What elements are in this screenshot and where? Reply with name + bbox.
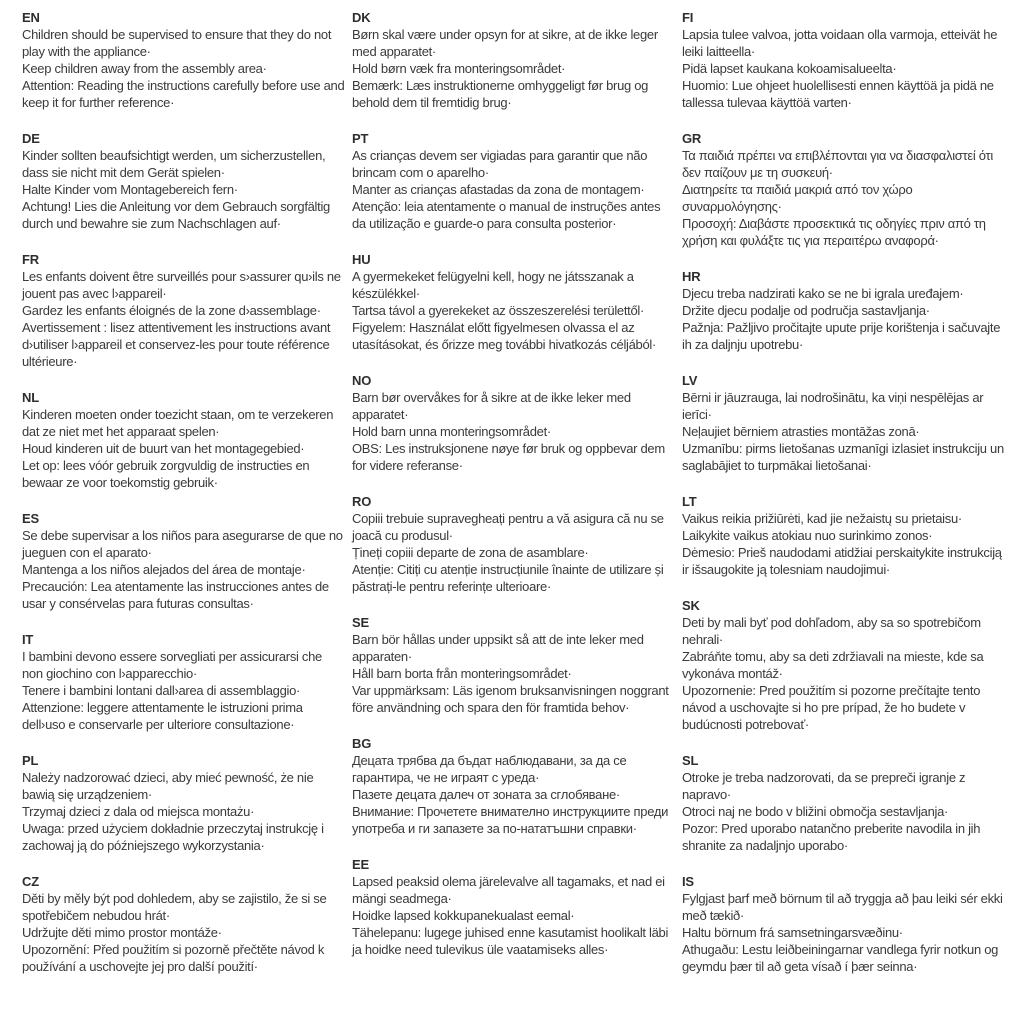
language-code: EE — [352, 857, 369, 872]
column-left — [22, 9, 346, 994]
instruction-sentence: Houd kinderen uit de buurt van het montagegebied· — [22, 441, 305, 456]
instruction-sentence: Haltu börnum frá samsetningarsvæðinu· — [682, 925, 903, 940]
column-middle — [352, 9, 676, 994]
language-section-nl — [22, 389, 346, 491]
instruction-sentence: Trzymaj dzieci z dala od miejsca montażu· — [22, 804, 255, 819]
language-code: CZ — [22, 874, 39, 889]
instruction-sentence: Laikykite vaikus atokiau nuo surinkimo zonos· — [682, 528, 933, 543]
instruction-sentence: Пазете децата далеч от зоната за сглобяване· — [352, 787, 620, 802]
language-section-se — [352, 614, 676, 716]
language-section-gr — [682, 130, 1006, 249]
instruction-sentence: Lapsia tulee valvoa, jotta voidaan olla varmoja, etteivät he leiki laitteella· — [682, 27, 998, 59]
instruction-sentence: Kinder sollten beaufsichtigt werden, um sicherzustellen, dass sie nicht mit dem Gerät spielen· — [22, 148, 326, 180]
language-code: IS — [682, 874, 694, 889]
instruction-sentence: Precaución: Lea atentamente las instrucciones antes de usar y consérvelas para futuras consultas· — [22, 579, 329, 611]
instruction-sentence: Manter as crianças afastadas da zona de montagem· — [352, 182, 645, 197]
instruction-sentence: Copiii trebuie supravegheați pentru a vă asigura că nu se joacă cu produsul· — [352, 511, 664, 543]
instruction-sentence: Zabráňte tomu, aby sa deti zdržiavali na mieste, kde sa vykonáva montáž· — [682, 649, 984, 681]
instruction-sentence: Attenzione: leggere attentamente le istruzioni prima dell›uso e conservarle per ulteriore consultazione· — [22, 700, 303, 732]
language-section-sl — [682, 752, 1006, 854]
instruction-sentence: Avertissement : lisez attentivement les instructions avant d›utiliser l›appareil et conservez-les pour toute référence ultérieure· — [22, 320, 331, 369]
instruction-sentence: Otroke je treba nadzorovati, da se prepreči igranje z napravo· — [682, 770, 966, 802]
instruction-sentence: Внимание: Прочетете внимателно инструкциите преди употреба и ги запазете за по-нататъшни справки· — [352, 804, 669, 836]
instruction-sentence: Atenție: Citiți cu atenție instrucțiunile înainte de utilizare și păstrați-le pentru referințe ulterioare· — [352, 562, 664, 594]
language-code: PT — [352, 131, 369, 146]
column-right — [682, 9, 1006, 994]
instruction-sentence: Håll barn borta från monteringsområdet· — [352, 666, 572, 681]
instruction-sentence: Pidä lapset kaukana kokoamisalueelta· — [682, 61, 897, 76]
instruction-sentence: Hold barn unna monteringsområdet· — [352, 424, 551, 439]
instruction-sentence: Udržujte děti mimo prostor montáže· — [22, 925, 222, 940]
language-section-hu — [352, 251, 676, 353]
language-section-fr — [22, 251, 346, 370]
instruction-sentence: Barn bör hållas under uppsikt så att de inte leker med apparaten· — [352, 632, 644, 664]
instruction-sentence: Hold børn væk fra monteringsområdet· — [352, 61, 566, 76]
language-section-hr — [682, 268, 1006, 353]
instruction-sentence: Kinderen moeten onder toezicht staan, om te verzekeren dat ze niet met het apparaat spelen· — [22, 407, 334, 439]
instruction-sentence: Upozornění: Před použitím si pozorně přečtěte návod k používání a uschovejte jej pro další použití· — [22, 942, 325, 974]
instruction-sentence: Děti by měly být pod dohledem, aby se zajistilo, že si se spotřebičem nebudou hrát· — [22, 891, 327, 923]
language-section-it — [22, 631, 346, 733]
instruction-sentence: Τα παιδιά πρέπει να επιβλέπονται για να διασφαλιστεί ότι δεν παίζουν με τη συσκευή· — [682, 148, 993, 180]
instruction-sentence: Țineți copiii departe de zona de asamblare· — [352, 545, 589, 560]
instruction-sentence: A gyermekeket felügyelni kell, hogy ne játsszanak a készülékkel· — [352, 269, 634, 301]
language-code: HR — [682, 269, 701, 284]
instruction-sentence: Προσοχή: Διαβάστε προσεκτικά τις οδηγίες πριν από τη χρήση και φυλάξτε τις για περαιτέρω αναφορά· — [682, 216, 986, 248]
instruction-sentence: Децата трябва да бъдат наблюдавани, за да се гарантира, че не играят с уреда· — [352, 753, 627, 785]
instruction-sentence: Var uppmärksam: Läs igenom bruksanvisningen noggrant före användning och spara den för framtida behov· — [352, 683, 669, 715]
instruction-sentence: Halte Kinder vom Montagebereich fern· — [22, 182, 238, 197]
instruction-sentence: Keep children away from the assembly area· — [22, 61, 267, 76]
instruction-sentence: Bērni ir jāuzrauga, lai nodrošinātu, ka viņi nespēlējas ar ierīci· — [682, 390, 984, 422]
language-code: GR — [682, 131, 702, 146]
language-section-is — [682, 873, 1006, 975]
instruction-sentence: Børn skal være under opsyn for at sikre, at de ikke leger med apparatet· — [352, 27, 658, 59]
language-section-dk — [352, 9, 676, 111]
language-section-sk — [682, 597, 1006, 733]
language-section-bg — [352, 735, 676, 837]
language-code: SK — [682, 598, 700, 613]
instruction-sentence: Dėmesio: Prieš naudodami atidžiai perskaitykite instrukciją ir išsaugokite ją tolesniam naudojimui· — [682, 545, 1002, 577]
instruction-sentence: Lapsed peaksid olema järelevalve all tagamaks, et nad ei mängi seadmega· — [352, 874, 665, 906]
language-code: EN — [22, 10, 40, 25]
instruction-sentence: Children should be supervised to ensure that they do not play with the appliance· — [22, 27, 332, 59]
instruction-sentence: Figyelem: Használat előtt figyelmesen olvassa el az utasításokat, és őrizze meg további hivatkozás céljából· — [352, 320, 657, 352]
language-section-ee — [352, 856, 676, 958]
language-section-en — [22, 9, 346, 111]
language-code: IT — [22, 632, 34, 647]
instruction-sentence: Tenere i bambini lontani dall›area di assemblaggio· — [22, 683, 301, 698]
language-code: SL — [682, 753, 699, 768]
language-code: NO — [352, 373, 372, 388]
instruction-sentence: Djecu treba nadzirati kako se ne bi igrala uređajem· — [682, 286, 964, 301]
instruction-sentence: Tartsa távol a gyerekeket az összeszerelési területtől· — [352, 303, 645, 318]
instruction-sentence: I bambini devono essere sorvegliati per assicurarsi che non giochino con l›apparecchio· — [22, 649, 322, 681]
language-section-lt — [682, 493, 1006, 578]
instruction-sentence: Należy nadzorować dzieci, aby mieć pewność, że nie bawią się urządzeniem· — [22, 770, 314, 802]
language-section-pl — [22, 752, 346, 854]
instruction-sentence: Les enfants doivent être surveillés pour s›assurer qu›ils ne jouent pas avec l›appareil· — [22, 269, 341, 301]
instruction-sentence: Bemærk: Læs instruktionerne omhyggeligt før brug og behold dem til fremtidig brug· — [352, 78, 649, 110]
instruction-sentence: Pažnja: Pažljivo pročitajte upute prije korištenja i sačuvajte ih za daljnju upotrebu· — [682, 320, 1001, 352]
instruction-sentence: Achtung! Lies die Anleitung vor dem Gebrauch sorgfältig durch und bewahre sie zum Nachschlagen auf· — [22, 199, 330, 231]
language-code: BG — [352, 736, 372, 751]
instruction-sentence: Se debe supervisar a los niños para asegurarse de que no jueguen con el aparato· — [22, 528, 343, 560]
instruction-sentence: Držite djecu podalje od područja sastavljanja· — [682, 303, 930, 318]
instruction-sentence: Atenção: leia atentamente o manual de instruções antes da utilização e guarde-o para consulta posterior· — [352, 199, 661, 231]
language-code: LV — [682, 373, 698, 388]
language-code: LT — [682, 494, 697, 509]
language-code: SE — [352, 615, 369, 630]
language-section-pt — [352, 130, 676, 232]
instruction-sentence: Athugaðu: Lestu leiðbeiningarnar vandlega fyrir notkun og geymdu þær til að geta vísað í þær seinna· — [682, 942, 999, 974]
instruction-sentence: Huomio: Lue ohjeet huolellisesti ennen käyttöä ja pidä ne tallessa tulevaa käyttöä varten· — [682, 78, 994, 110]
language-code: FI — [682, 10, 694, 25]
language-code: ES — [22, 511, 39, 526]
instruction-sentence: Tähelepanu: lugege juhised enne kasutamist hoolikalt läbi ja hoidke need tulevikus üle vaatamiseks alles· — [352, 925, 669, 957]
language-code: DK — [352, 10, 371, 25]
instruction-sentence: Upozornenie: Pred použitím si pozorne prečítajte tento návod a uschovajte si ho pre prípad, že ho budete v budúcnosti potrebovať· — [682, 683, 981, 732]
language-section-lv — [682, 372, 1006, 474]
instruction-sentence: Διατηρείτε τα παιδιά μακριά από τον χώρο συναρμολόγησης· — [682, 182, 913, 214]
language-code: PL — [22, 753, 39, 768]
instruction-sentence: Attention: Reading the instructions carefully before use and keep it for further reference· — [22, 78, 345, 110]
instruction-sentence: Let op: lees vóór gebruik zorgvuldig de instructies en bewaar ze voor toekomstig gebruik· — [22, 458, 310, 490]
instruction-sentence: Barn bør overvåkes for å sikre at de ikke leker med apparatet· — [352, 390, 631, 422]
instruction-sentence: Uzmanību: pirms lietošanas uzmanīgi izlasiet instrukciju un saglabājiet to turpmākai lietošanai· — [682, 441, 1004, 473]
language-section-es — [22, 510, 346, 612]
language-section-fi — [682, 9, 1006, 111]
language-code: NL — [22, 390, 39, 405]
language-code: FR — [22, 252, 39, 267]
language-section-de — [22, 130, 346, 232]
instruction-sentence: Fylgjast þarf með börnum til að tryggja að þau leiki sér ekki með tækið· — [682, 891, 1003, 923]
instruction-sentence: Gardez les enfants éloignés de la zone d›assemblage· — [22, 303, 321, 318]
instruction-sentence: Hoidke lapsed kokkupanekualast eemal· — [352, 908, 575, 923]
instruction-sentence: Mantenga a los niños alejados del área de montaje· — [22, 562, 306, 577]
language-code: HU — [352, 252, 371, 267]
language-section-no — [352, 372, 676, 474]
instruction-sentence: Uwaga: przed użyciem dokładnie przeczytaj instrukcję i zachowaj ją do późniejszego wykorzystania· — [22, 821, 324, 853]
language-code: RO — [352, 494, 372, 509]
instruction-sentence: OBS: Les instruksjonene nøye før bruk og oppbevar dem for videre referanse· — [352, 441, 665, 473]
language-code: DE — [22, 131, 40, 146]
instruction-sentence: Deti by mali byť pod dohľadom, aby sa so spotrebičom nehrali· — [682, 615, 981, 647]
instruction-sentence: Pozor: Pred uporabo natančno preberite navodila in jih shranite za nadaljnjo uporabo· — [682, 821, 981, 853]
instruction-sentence: Neļaujiet bērniem atrasties montāžas zonā· — [682, 424, 920, 439]
instruction-sentence: As crianças devem ser vigiadas para garantir que não brincam com o aparelho· — [352, 148, 648, 180]
instruction-sentence: Vaikus reikia prižiūrėti, kad jie nežaistų su prietaisu· — [682, 511, 962, 526]
instruction-sentence: Otroci naj ne bodo v bližini območja sestavljanja· — [682, 804, 949, 819]
language-section-ro — [352, 493, 676, 595]
language-section-cz — [22, 873, 346, 975]
